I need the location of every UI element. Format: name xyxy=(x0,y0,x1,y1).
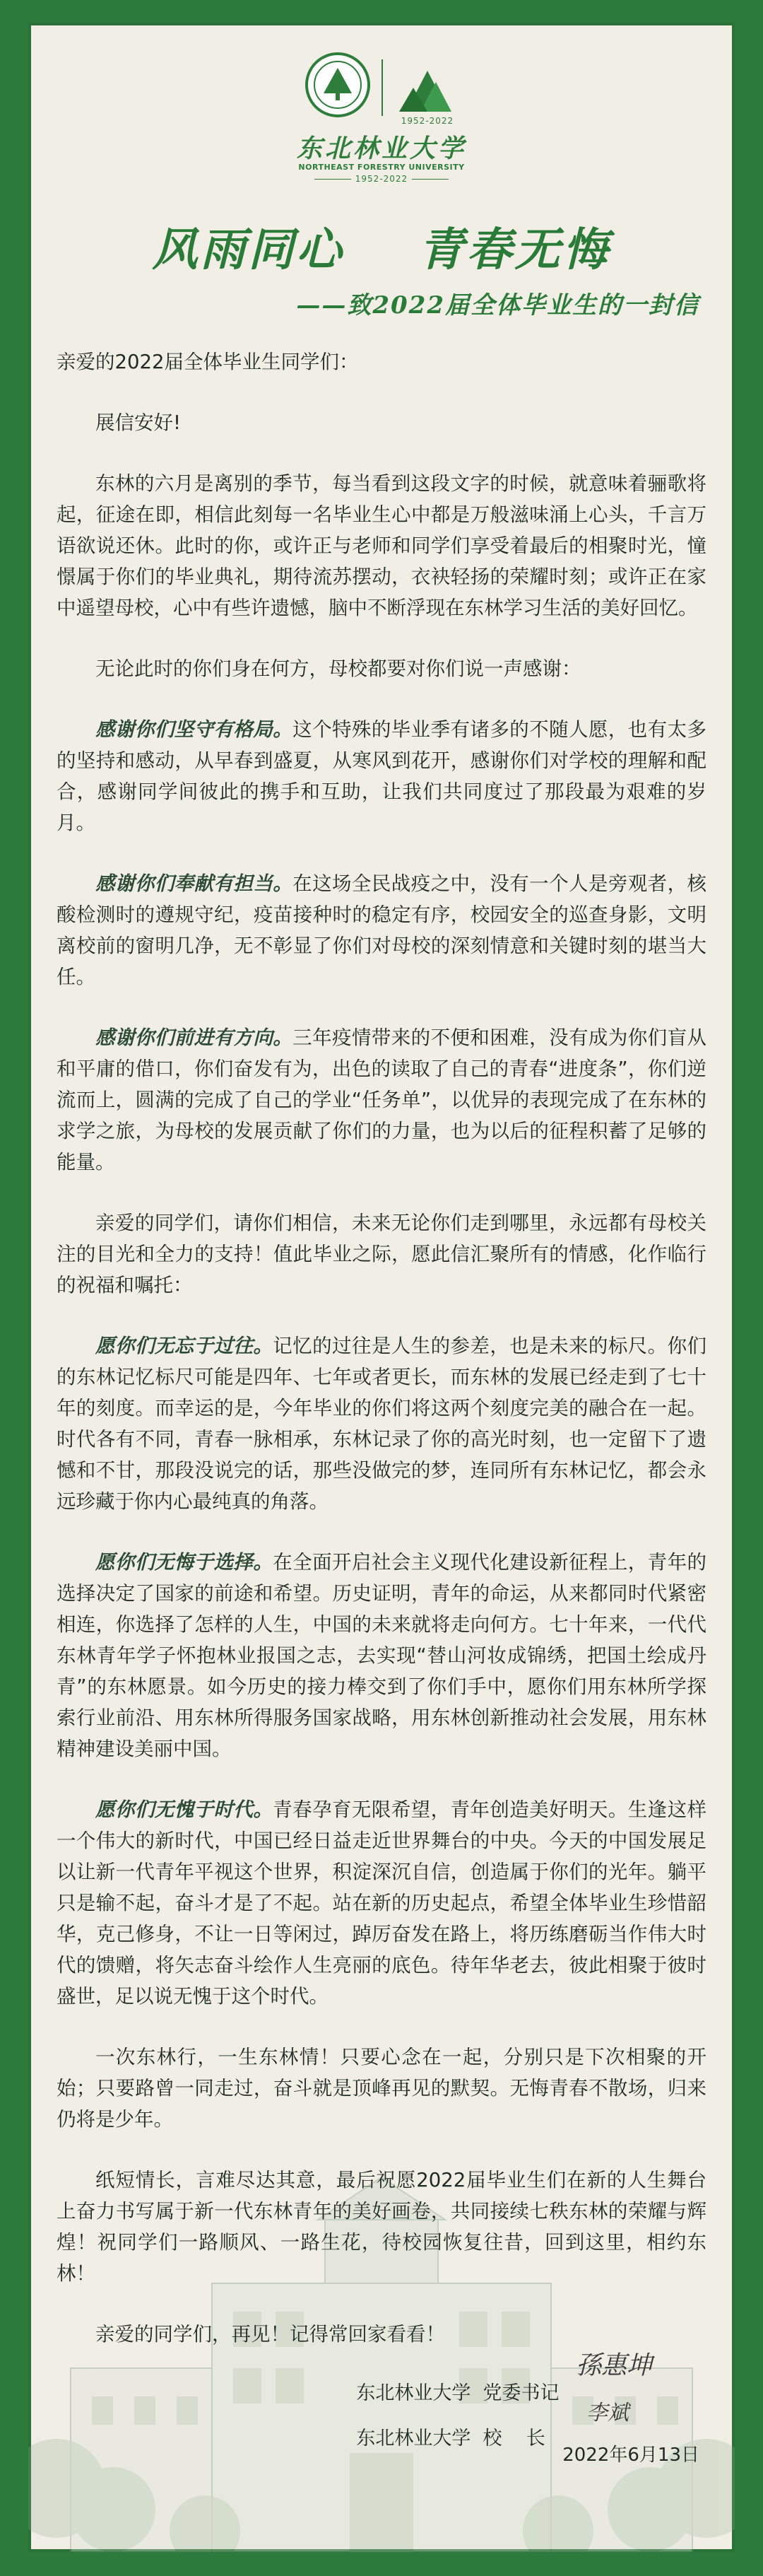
handwritten-signature-president: 李斌 xyxy=(586,2401,629,2425)
paragraph-lead: 感谢你们前进有方向。 xyxy=(95,1026,293,1049)
paragraph-text: 亲爱的同学们，再见！记得常回家看看！ xyxy=(95,2323,445,2346)
paragraph-text: 在全面开启社会主义现代化建设新征程上，青年的选择决定了国家的前途和希望。历史证明，青年的命运，从来都同时代紧密相连，你选择了怎样的人生，中国的未来就将走向何方。七十年来，一代代东林青年学子怀抱林业报国之志，去实现“替山河妆成锦绣，把国土绘成丹青”的东林愿景。如今历史的接力棒交到了你们手中，愿你们用东林所学探索行业前沿、用东林所得服务国家战略，用东林创新推动社会发展，用东林精神建设美丽中国。 xyxy=(57,1551,706,1760)
70th-anniversary-logo-icon xyxy=(392,55,463,119)
paragraph xyxy=(57,714,706,838)
paragraph-text: 在这场全民战疫之中，没有一个人是旁观者，核酸检测时的遵规守纪，疫苗接种时的稳定有序，校园安全的巡查身影，文明离校前的窗明几净，无不彰显了你们对母校的深刻情意和关键时刻的堪当大任。 xyxy=(57,872,707,988)
signature-role: 校 长 xyxy=(483,2428,545,2449)
letter-date: 2022年6月13日 xyxy=(562,2445,699,2466)
paragraph-lead: 愿你们无愧于时代。 xyxy=(95,1798,273,1821)
paragraph-text: 东林的六月是离别的季节，每当看到这段文字的时候，就意味着骊歌将起，征途在即，相信此刻每一名毕业生心中都是万般滋味涌上心头，千言万语欲说还休。此时的你，或许正与老师和同学们享受着最后的相聚时光，憧憬属于你们的毕业典礼，期待流苏摆动，衣袂轻扬的荣耀时刻；或许正在家中遥望母校，心中有些许遗憾，脑中不断浮现在东林学习生活的美好回忆。 xyxy=(57,472,706,619)
university-seal-icon xyxy=(305,52,370,117)
university-years: 1952-2022 xyxy=(297,174,466,184)
paragraph xyxy=(57,1207,706,1301)
anniversary-years: 1952-2022 xyxy=(401,116,454,126)
paragraph-lead: 愿你们无忘于过往。 xyxy=(95,1335,273,1357)
letter-frame xyxy=(28,23,735,2552)
paragraph xyxy=(57,2042,706,2135)
paragraph-text: 纸短情长，言难尽达其意，最后祝愿2022届毕业生们在新的人生舞台上奋力书写属于新一代东林青年的美好画卷，共同接续七秩东林的荣耀与辉煌！祝同学们一路顺风、一路生花，待校园恢复往昔，回到这里，相约东林！ xyxy=(57,2169,706,2285)
paragraph-text: 三年疫情带来的不便和困难，没有成为你们盲从和平庸的借口，你们奋发有为，出色的读取了自己的青春“进度条”，你们逆流而上，圆满的完成了自己的学业“任务单”，以优异的表现完成了在东林的求学之旅，为母校的发展贡献了你们的力量，也为以后的征程积蓄了足够的能量。 xyxy=(57,1026,707,1173)
signature-org: 东北林业大学 xyxy=(356,2428,471,2449)
university-name-en: NORTHEAST FORESTRY UNIVERSITY xyxy=(298,163,465,172)
paragraph xyxy=(57,1330,706,1517)
paragraph xyxy=(57,468,706,623)
paragraph-text: 这个特殊的毕业季有诸多的不随人愿，也有太多的坚持和感动，从早春到盛夏，从寒风到花开，感谢你们对学校的理解和配合，感谢同学间彼此的携手和互助，让我们共同度过了那段最为艰难的岁月。 xyxy=(57,718,707,834)
paragraph-text: 亲爱的同学们，请你们相信，未来无论你们走到哪里，永远都有母校关注的目光和全力的支持！值此毕业之际，愿此信汇聚所有的情感，化作临行的祝福和嘱托： xyxy=(57,1212,706,1296)
paragraph xyxy=(57,1547,706,1764)
paragraph-text: 青春孕育无限希望，青年创造美好明天。生逢这样一个伟大的新时代，中国已经日益走近世界舞台的中央。今天的中国发展足以让新一代青年平视这个世界，积淀深沉自信，创造属于你们的光年。躺平只是输不起，奋斗才是了不起。站在新的历史起点，希望全体毕业生珍惜韶华，克己修身，不让一日等闲过，踔厉奋发在路上，将历练磨砺当作伟大时代的馈赠，将矢志奋斗绘作人生亮丽的底色。待年华老去，彼此相聚于彼时盛世，足以说无愧于这个时代。 xyxy=(57,1798,706,2008)
signature-role: 党委书记 xyxy=(483,2382,560,2404)
paragraph xyxy=(57,2165,706,2289)
paragraph xyxy=(57,407,706,438)
paragraph-lead: 愿你们无悔于选择。 xyxy=(95,1551,273,1574)
paragraph-text: 一次东林行，一生东林情！只要心念在一起，分别只是下次相聚的开始；只要路曾一同走过，奋斗就是顶峰再见的默契。无悔青春不散场，归来仍将是少年。 xyxy=(57,2046,706,2131)
paragraph xyxy=(57,868,706,993)
letter-title: 风雨同心 青春无悔 xyxy=(152,223,611,276)
paragraph xyxy=(57,653,706,684)
letter-subtitle: ——致2022届全体毕业生的一封信 xyxy=(296,291,699,320)
signature-org: 东北林业大学 xyxy=(356,2382,471,2404)
handwritten-signature-secretary: 孫惠坤 xyxy=(576,2351,653,2380)
paragraph-lead: 感谢你们坚守有格局。 xyxy=(95,718,293,741)
paragraph-text: 记忆的过往是人生的参差，也是未来的标尺。你们的东林记忆标尺可能是四年、七年或者更长，而东林的发展已经走到了七十年的刻度。而幸运的是，今年毕业的你们将这两个刻度完美的融合在一起。时代各有不同，青春一脉相承，东林记录了你的高光时刻，也一定留下了遗憾和不甘，那段没说完的话，那些没做完的梦，连同所有东林记忆，都会永远珍藏于你内心最纯真的角落。 xyxy=(57,1335,706,1513)
university-name-cn: 东北林业大学 xyxy=(297,134,467,163)
paragraph-lead: 感谢你们奉献有担当。 xyxy=(95,872,293,895)
paragraph xyxy=(57,1794,706,2012)
letter-body xyxy=(57,346,706,2379)
paragraph-text: 无论此时的你们身在何方，母校都要对你们说一声感谢： xyxy=(95,657,581,680)
paragraph-text: 展信安好! xyxy=(95,411,182,434)
paragraph xyxy=(57,1022,706,1178)
greeting: 亲爱的2022届全体毕业生同学们： xyxy=(57,351,359,373)
logo-divider xyxy=(382,59,383,116)
